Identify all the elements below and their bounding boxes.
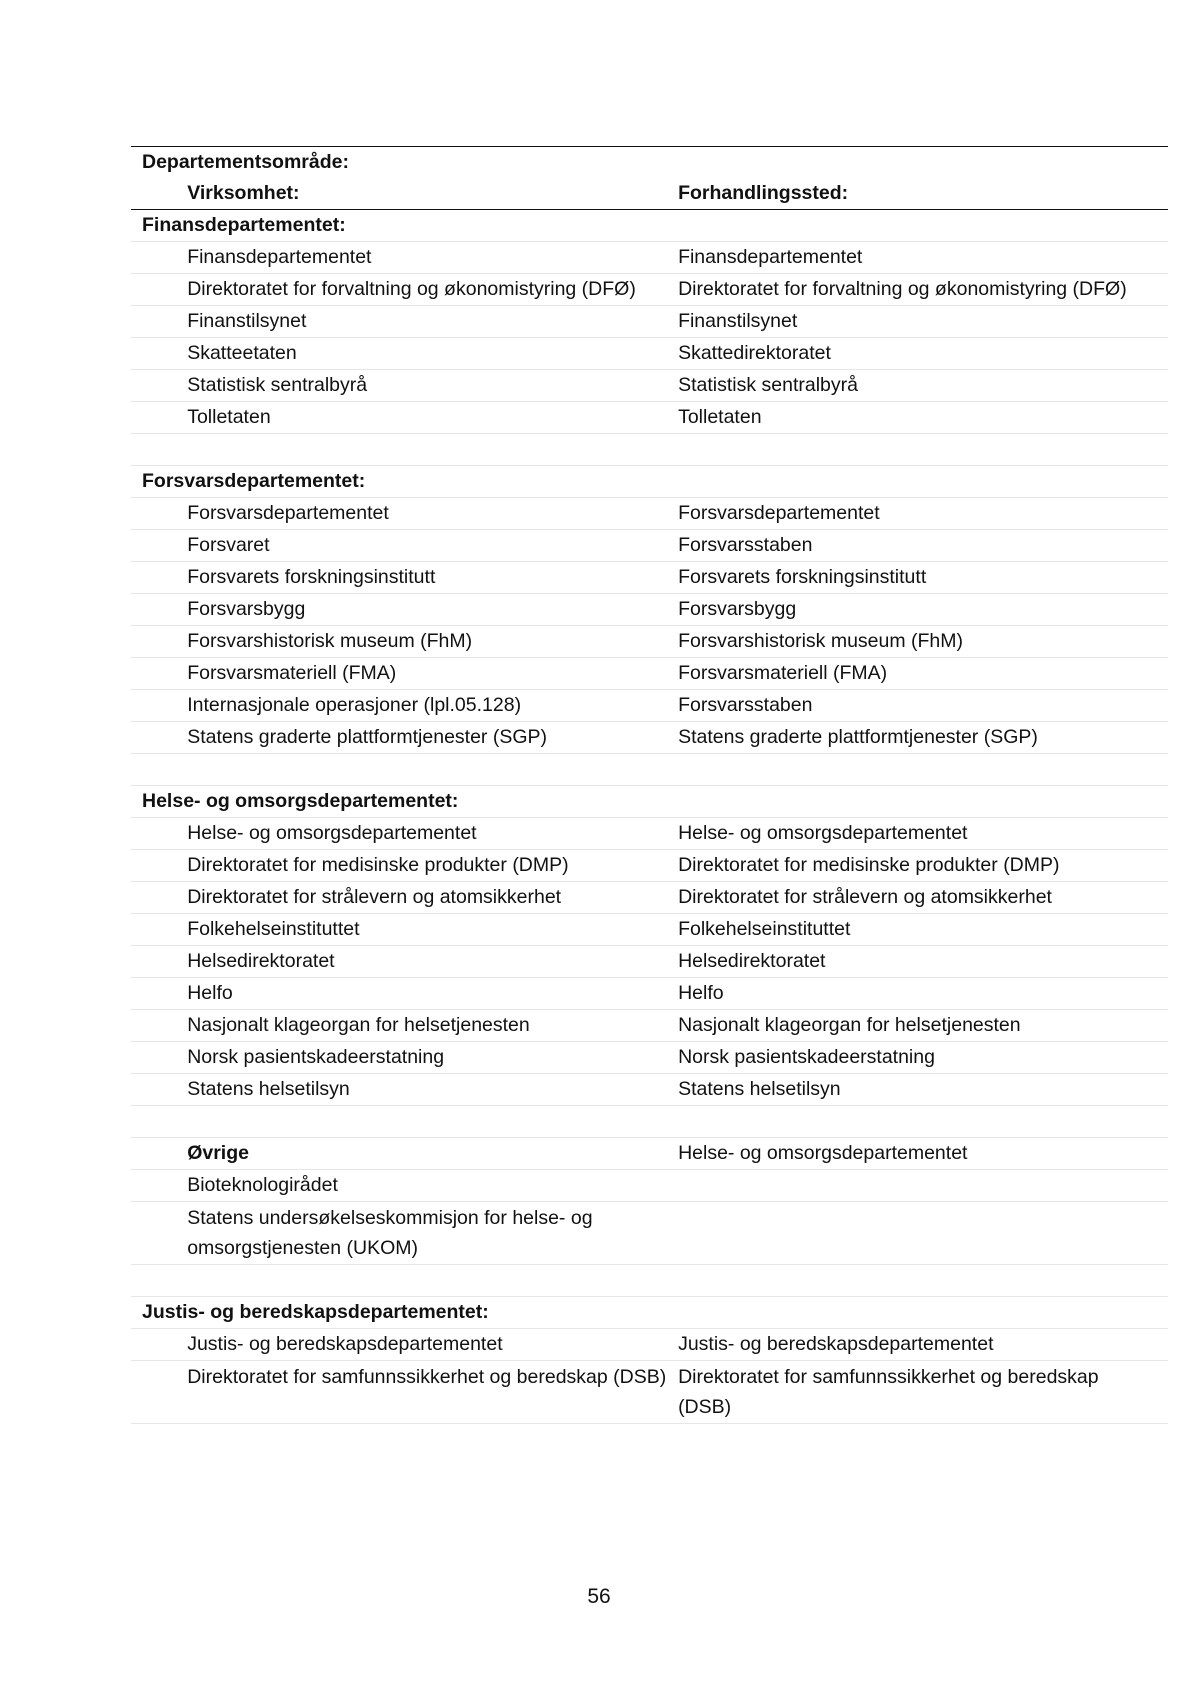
negotiation-place-cell: Finanstilsynet bbox=[678, 310, 798, 332]
negotiation-place-cell: Helfo bbox=[678, 982, 724, 1004]
table-row bbox=[131, 594, 1168, 626]
agency-column-header: Virksomhet: bbox=[187, 182, 300, 204]
spacer-row bbox=[131, 754, 1168, 786]
agency-cell: Internasjonale operasjoner (lpl.05.128) bbox=[187, 694, 522, 716]
section-title: Forsvarsdepartementet: bbox=[142, 470, 366, 492]
negotiation-place-cell: Tolletaten bbox=[678, 406, 762, 428]
table-row bbox=[131, 274, 1168, 306]
agency-cell: Helsedirektoratet bbox=[187, 950, 335, 972]
agency-cell: Statens graderte plattformtjenester (SGP) bbox=[187, 726, 548, 748]
other-negotiation-place: Helse- og omsorgsdepartementet bbox=[678, 1142, 968, 1164]
section-title-row bbox=[131, 786, 1168, 818]
negotiation-place-cell: Finansdepartementet bbox=[678, 246, 863, 268]
table-row bbox=[131, 562, 1168, 594]
negotiation-place-cell: Norsk pasientskadeerstatning bbox=[678, 1046, 935, 1068]
negotiation-place-cell: Statistisk sentralbyrå bbox=[678, 374, 858, 396]
section-title-row bbox=[131, 466, 1168, 498]
section-title-row bbox=[131, 1297, 1168, 1329]
table-row bbox=[131, 402, 1168, 434]
agency-cell: Norsk pasientskadeerstatning bbox=[187, 1046, 445, 1068]
other-item: Statens undersøkelseskommisjon for helse- og omsorgstjenesten (UKOM) bbox=[187, 1207, 593, 1259]
table-row bbox=[131, 338, 1168, 370]
spacer-row bbox=[131, 1106, 1168, 1138]
agency-cell: Direktoratet for samfunnssikkerhet og beredskap (DSB) bbox=[187, 1366, 667, 1388]
table-row bbox=[131, 530, 1168, 562]
table-row bbox=[131, 978, 1168, 1010]
agency-cell: Forsvarsdepartementet bbox=[187, 502, 389, 524]
negotiation-place-cell: Forsvarsstaben bbox=[678, 534, 813, 556]
agency-cell: Tolletaten bbox=[187, 406, 271, 428]
agency-table bbox=[131, 146, 1168, 1424]
agency-cell: Justis- og beredskapsdepartementet bbox=[187, 1333, 503, 1355]
table-row bbox=[131, 306, 1168, 338]
negotiation-place-cell: Forsvarsmateriell (FMA) bbox=[678, 662, 888, 684]
agency-cell: Direktoratet for medisinske produkter (DMP) bbox=[187, 854, 569, 876]
other-label: Øvrige bbox=[187, 1142, 249, 1164]
negotiation-place-cell: Statens helsetilsyn bbox=[678, 1078, 841, 1100]
negotiation-place-cell: Forsvarsstaben bbox=[678, 694, 813, 716]
other-item-row bbox=[131, 1202, 1168, 1265]
table-row bbox=[131, 882, 1168, 914]
table-row bbox=[131, 1329, 1168, 1361]
table-row bbox=[131, 658, 1168, 690]
section-title: Helse- og omsorgsdepartementet: bbox=[142, 790, 459, 812]
table-row bbox=[131, 1042, 1168, 1074]
agency-cell: Statistisk sentralbyrå bbox=[187, 374, 368, 396]
table-row bbox=[131, 1010, 1168, 1042]
table-row bbox=[131, 690, 1168, 722]
page-number: 56 bbox=[587, 1585, 611, 1608]
section-forsvarsdepartementet bbox=[131, 466, 1168, 786]
section-title: Justis- og beredskapsdepartementet: bbox=[142, 1301, 489, 1323]
table-header-department-row bbox=[131, 147, 1168, 179]
table-row bbox=[131, 242, 1168, 274]
section-helse-og-omsorgsdepartementet bbox=[131, 786, 1168, 1297]
table-row bbox=[131, 1361, 1168, 1424]
negotiation-place-cell: Direktoratet for forvaltning og økonomistyring (DFØ) bbox=[678, 278, 1127, 300]
table-header-columns-row bbox=[131, 178, 1168, 210]
negotiation-place-cell: Nasjonalt klageorgan for helsetjenesten bbox=[678, 1014, 1021, 1036]
table-row bbox=[131, 370, 1168, 402]
agency-cell: Forsvarets forskningsinstitutt bbox=[187, 566, 436, 588]
negotiation-place-cell: Folkehelseinstituttet bbox=[678, 918, 851, 940]
agency-cell: Helse- og omsorgsdepartementet bbox=[187, 822, 477, 844]
agency-cell: Forsvarshistorisk museum (FhM) bbox=[187, 630, 473, 652]
section-finansdepartementet bbox=[131, 210, 1168, 466]
agency-cell: Forsvarsmateriell (FMA) bbox=[187, 662, 397, 684]
negotiation-place-cell: Forsvarets forskningsinstitutt bbox=[678, 566, 927, 588]
negotiation-place-cell: Forsvarsdepartementet bbox=[678, 502, 880, 524]
other-item: Bioteknologirådet bbox=[187, 1174, 338, 1196]
agency-cell: Finansdepartementet bbox=[187, 246, 372, 268]
negotiation-place-cell: Helse- og omsorgsdepartementet bbox=[678, 822, 968, 844]
agency-cell: Direktoratet for forvaltning og økonomistyring (DFØ) bbox=[187, 278, 636, 300]
table-row bbox=[131, 946, 1168, 978]
negotiation-place-cell: Helsedirektoratet bbox=[678, 950, 826, 972]
table-row bbox=[131, 914, 1168, 946]
spacer-row bbox=[131, 434, 1168, 466]
spacer-row bbox=[131, 1265, 1168, 1297]
section-title-row bbox=[131, 210, 1168, 242]
agency-cell: Statens helsetilsyn bbox=[187, 1078, 350, 1100]
agency-cell: Forsvaret bbox=[187, 534, 270, 556]
negotiation-place-cell: Forsvarsbygg bbox=[678, 598, 797, 620]
department-area-header: Departementsområde: bbox=[142, 151, 349, 173]
negotiation-place-column-header: Forhandlingssted: bbox=[678, 182, 849, 204]
agency-cell: Folkehelseinstituttet bbox=[187, 918, 360, 940]
other-header-row bbox=[131, 1138, 1168, 1170]
table-row bbox=[131, 850, 1168, 882]
negotiation-place-cell: Direktoratet for medisinske produkter (DMP) bbox=[678, 854, 1060, 876]
table-row bbox=[131, 1074, 1168, 1106]
agency-cell: Direktoratet for strålevern og atomsikkerhet bbox=[187, 886, 562, 908]
table-row bbox=[131, 498, 1168, 530]
agency-cell: Nasjonalt klageorgan for helsetjenesten bbox=[187, 1014, 530, 1036]
negotiation-place-cell: Justis- og beredskapsdepartementet bbox=[678, 1333, 994, 1355]
table-row bbox=[131, 722, 1168, 754]
other-item-row bbox=[131, 1170, 1168, 1202]
negotiation-place-cell: Skattedirektoratet bbox=[678, 342, 831, 364]
negotiation-place-cell: Statens graderte plattformtjenester (SGP) bbox=[678, 726, 1038, 748]
agency-cell: Finanstilsynet bbox=[187, 310, 307, 332]
table-row bbox=[131, 818, 1168, 850]
agency-cell: Skatteetaten bbox=[187, 342, 297, 364]
negotiation-place-cell: Forsvarshistorisk museum (FhM) bbox=[678, 630, 964, 652]
agency-cell: Forsvarsbygg bbox=[187, 598, 306, 620]
table-row bbox=[131, 626, 1168, 658]
negotiation-place-cell: Direktoratet for samfunnssikkerhet og beredskap (DSB) bbox=[678, 1366, 1099, 1418]
negotiation-place-cell: Direktoratet for strålevern og atomsikkerhet bbox=[678, 886, 1052, 908]
section-justis-og-beredskapsdepartementet bbox=[131, 1297, 1168, 1424]
agency-cell: Helfo bbox=[187, 982, 233, 1004]
section-title: Finansdepartementet: bbox=[142, 214, 346, 236]
